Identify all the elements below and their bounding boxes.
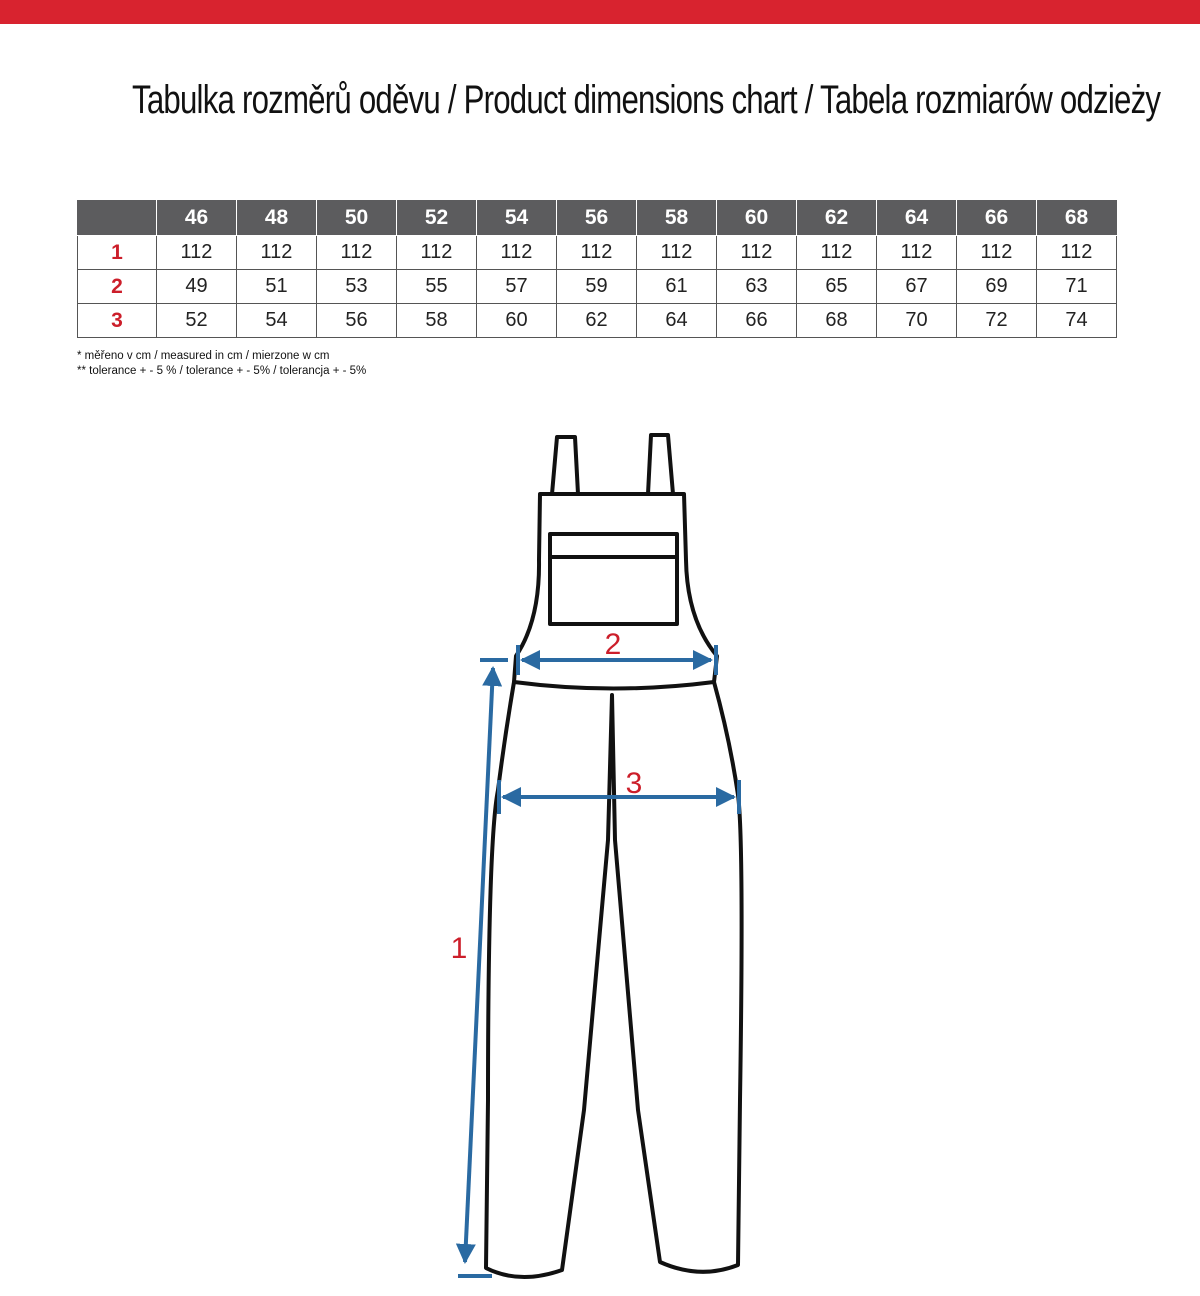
measure-label-waist: 2 xyxy=(604,628,622,661)
size-header-cell: 54 xyxy=(477,201,557,236)
table-cell: 112 xyxy=(237,236,317,270)
table-cell: 112 xyxy=(557,236,637,270)
size-header-cell: 68 xyxy=(1037,201,1117,236)
overalls-body xyxy=(486,494,742,1277)
size-header-cell: 64 xyxy=(877,201,957,236)
table-cell: 53 xyxy=(317,270,397,304)
table-cell: 112 xyxy=(797,236,877,270)
table-cell: 112 xyxy=(877,236,957,270)
row-label: 3 xyxy=(78,304,157,338)
table-cell: 112 xyxy=(1037,236,1117,270)
table-cell: 112 xyxy=(717,236,797,270)
size-header-cell: 46 xyxy=(157,201,237,236)
page-title: Tabulka rozměrů oděvu / Product dimensions chart / Tabela rozmiarów odzieży xyxy=(132,78,1161,122)
table-cell: 62 xyxy=(557,304,637,338)
table-cell: 51 xyxy=(237,270,317,304)
table-cell: 54 xyxy=(237,304,317,338)
table-cell: 64 xyxy=(637,304,717,338)
table-cell: 72 xyxy=(957,304,1037,338)
table-cell: 56 xyxy=(317,304,397,338)
note-measured: * měřeno v cm / measured in cm / mierzone w cm xyxy=(77,350,330,362)
table-cell: 70 xyxy=(877,304,957,338)
size-header-cell: 66 xyxy=(957,201,1037,236)
size-header-cell: 50 xyxy=(317,201,397,236)
size-header-cell: 52 xyxy=(397,201,477,236)
note-tolerance: ** tolerance + - 5 % / tolerance + - 5% / tolerancja + - 5% xyxy=(77,365,367,377)
waistband xyxy=(514,682,714,689)
overalls-outline xyxy=(486,435,742,1277)
size-header-cell: 62 xyxy=(797,201,877,236)
table-cell: 57 xyxy=(477,270,557,304)
row-label: 1 xyxy=(78,236,157,270)
table-cell: 63 xyxy=(717,270,797,304)
table-cell: 55 xyxy=(397,270,477,304)
row-label: 2 xyxy=(78,270,157,304)
table-cell: 112 xyxy=(157,236,237,270)
table-cell: 71 xyxy=(1037,270,1117,304)
table-cell: 58 xyxy=(397,304,477,338)
table-cell: 68 xyxy=(797,304,877,338)
table-cell: 112 xyxy=(957,236,1037,270)
size-header-cell: 48 xyxy=(237,201,317,236)
table-cell: 65 xyxy=(797,270,877,304)
table-cell: 69 xyxy=(957,270,1037,304)
table-cell: 112 xyxy=(477,236,557,270)
left-strap xyxy=(552,437,578,494)
measure-label-hip: 3 xyxy=(625,767,643,800)
table-cell: 59 xyxy=(557,270,637,304)
size-header-cell: 60 xyxy=(717,201,797,236)
table-cell: 66 xyxy=(717,304,797,338)
table-cell: 49 xyxy=(157,270,237,304)
table-cell: 67 xyxy=(877,270,957,304)
table-cell: 74 xyxy=(1037,304,1117,338)
measure-label-length: 1 xyxy=(450,932,468,965)
table-cell: 52 xyxy=(157,304,237,338)
table-cell: 60 xyxy=(477,304,557,338)
chest-pocket xyxy=(550,534,677,624)
size-header-cell: 56 xyxy=(557,201,637,236)
table-cell: 112 xyxy=(317,236,397,270)
table-cell: 112 xyxy=(637,236,717,270)
table-cell: 61 xyxy=(637,270,717,304)
right-strap xyxy=(648,435,673,494)
size-header-cell: 58 xyxy=(637,201,717,236)
table-cell: 112 xyxy=(397,236,477,270)
